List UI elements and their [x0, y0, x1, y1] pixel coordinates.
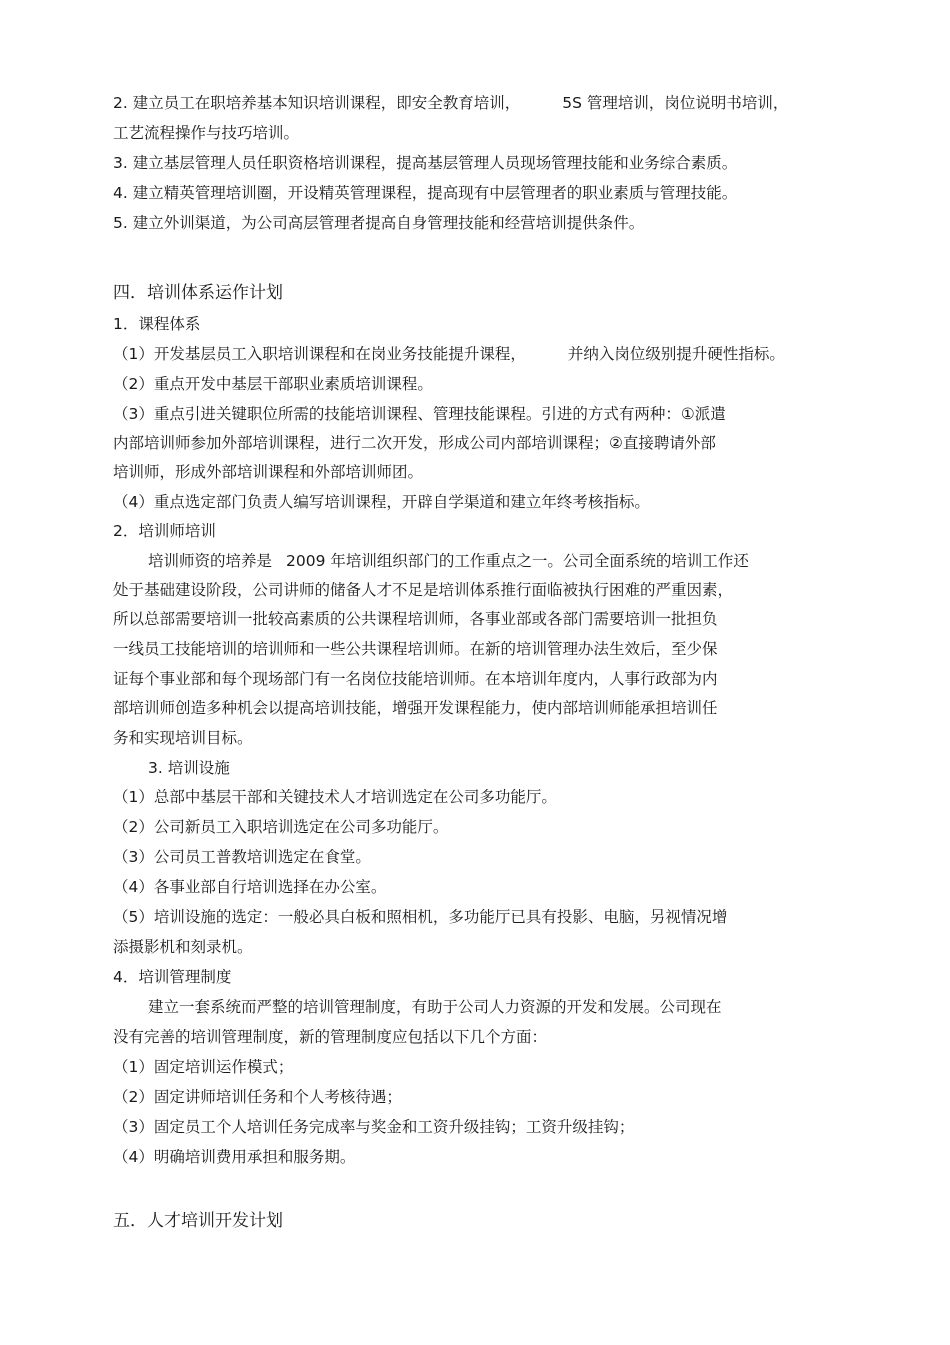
paragraph-line: （3）重点引进关键职位所需的技能培训课程、管理技能课程。引进的方式有两种：①派遣	[113, 405, 726, 423]
paragraph-line: 工艺流程操作与技巧培训。	[113, 124, 300, 142]
paragraph-line: 添摄影机和刻录机。	[113, 938, 253, 956]
trainer-para-part2: 2009 年培训组织部门的工作重点之一。公司全面系统的培训工作还	[286, 552, 749, 570]
subsection-heading: 4．培训管理制度	[113, 968, 232, 986]
paragraph-line: 部培训师创造多种机会以提高培训技能，增强开发课程能力，使内部培训师能承担培训任	[113, 699, 718, 717]
paragraph-line: 3. 建立基层管理人员任职资格培训课程，提高基层管理人员现场管理技能和业务综合素质。	[113, 154, 738, 172]
course-item-1-part1: （1）开发基层员工入职培训课程和在岗业务技能提升课程，	[113, 345, 526, 363]
paragraph-line: 一线员工技能培训的培训师和一些公共课程培训师。在新的培训管理办法生效后，至少保	[113, 640, 718, 658]
trainer-para-part1: 培训师资的培养是	[148, 552, 273, 570]
paragraph-line: 处于基础建设阶段，公司讲师的储备人才不足是培训体系推行面临被执行困难的严重因素，	[113, 581, 734, 599]
paragraph-line: 内部培训师参加外部培训课程，进行二次开发，形成公司内部培训课程；②直接聘请外部	[113, 434, 716, 452]
paragraph-line: 没有完善的培训管理制度，新的管理制度应包括以下几个方面：	[113, 1028, 548, 1046]
section-heading-4: 四．培训体系运作计划	[113, 283, 283, 303]
item-2-text-part1: 2. 建立员工在职培养基本知识培训课程，即安全教育培训，	[113, 94, 521, 112]
paragraph-line: 务和实现培训目标。	[113, 729, 253, 747]
paragraph-line: （2）固定讲师培训任务和个人考核待遇；	[113, 1088, 402, 1106]
paragraph-line: （4）重点选定部门负责人编写培训课程，开辟自学渠道和建立年终考核指标。	[113, 493, 650, 511]
subsection-heading: 1．课程体系	[113, 315, 201, 333]
paragraph-line: （4）明确培训费用承担和服务期。	[113, 1148, 356, 1166]
paragraph-line: （1）总部中基层干部和关键技术人才培训选定在公司多功能厅。	[113, 788, 557, 806]
item-2-text-part2: 5S 管理培训，岗位说明书培训，	[562, 94, 789, 112]
paragraph-line: （5）培训设施的选定：一般必具白板和照相机，多功能厅已具有投影、电脑，另视情况增	[113, 908, 728, 926]
paragraph-line: 培训师，形成外部培训课程和外部培训师团。	[113, 463, 424, 481]
course-item-1-part2: 并纳入岗位级别提升硬性指标。	[567, 345, 785, 363]
paragraph-line: （3）公司员工普教培训选定在食堂。	[113, 848, 371, 866]
paragraph-line: 建立一套系统而严整的培训管理制度，有助于公司人力资源的开发和发展。公司现在	[148, 998, 722, 1016]
paragraph-line: 证每个事业部和每个现场部门有一名岗位技能培训师。在本培训年度内，人事行政部为内	[113, 670, 718, 688]
paragraph-line: （1）固定培训运作模式；	[113, 1058, 294, 1076]
paragraph-line: 5. 建立外训渠道，为公司高层管理者提高自身管理技能和经营培训提供条件。	[113, 214, 645, 232]
paragraph-line: 所以总部需要培训一批较高素质的公共课程培训师，各事业部或各部门需要培训一批担负	[113, 610, 718, 628]
paragraph-line: （2）公司新员工入职培训选定在公司多功能厅。	[113, 818, 449, 836]
paragraph-line	[113, 92, 788, 114]
subsection-heading: 2．培训师培训	[113, 522, 216, 540]
subsection-heading: 3. 培训设施	[148, 759, 230, 777]
paragraph-line: （4）各事业部自行培训选择在办公室。	[113, 878, 387, 896]
paragraph-line: （3）固定员工个人培训任务完成率与奖金和工资升级挂钩；工资升级挂钩；	[113, 1118, 635, 1136]
paragraph-line: 4. 建立精英管理培训圈，开设精英管理课程，提高现有中层管理者的职业素质与管理技能。	[113, 184, 738, 202]
section-heading-5: 五．人才培训开发计划	[113, 1211, 283, 1231]
paragraph-line: （2）重点开发中基层干部职业素质培训课程。	[113, 375, 433, 393]
paragraph-line	[113, 343, 785, 365]
paragraph-line	[148, 550, 749, 572]
